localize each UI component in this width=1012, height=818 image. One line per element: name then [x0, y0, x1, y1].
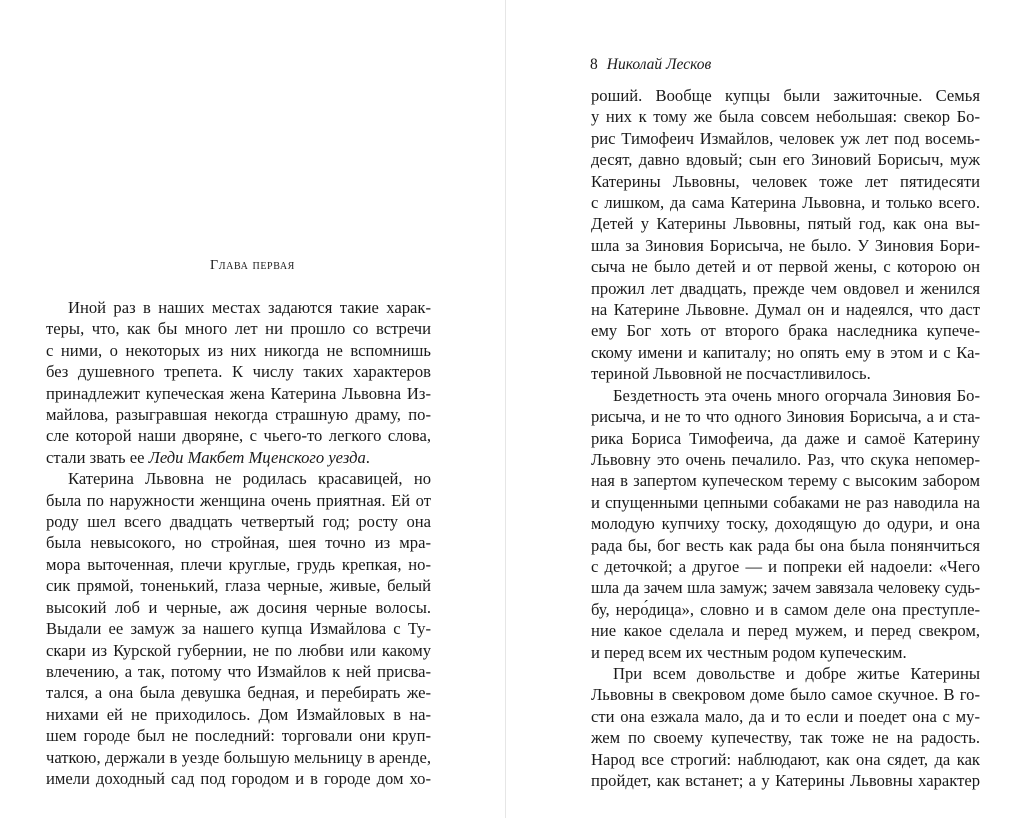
- text-line: скому имени и капиталу; но опять ему в этом и с Ка-: [591, 342, 980, 362]
- text-line: тался, а она была девушка бедная, и перебирать же-: [46, 683, 431, 703]
- text-line: ная в запертом купеческом терему с высоким забором: [591, 471, 980, 491]
- text-segment: стали звать ее: [46, 447, 149, 467]
- text-line: [46, 447, 431, 468]
- text-line: имели доходный сад под городом и в городе дом хо-: [46, 768, 431, 788]
- text-line: мора выточенная, плечи круглые, грудь крепкая, но-: [46, 554, 431, 574]
- text-line: рада бы, бог весть как рада бы она была понянчиться: [591, 535, 980, 555]
- paragraph: [46, 468, 431, 789]
- text-line: была по наружности женщина очень приятная. Ей от: [46, 490, 431, 510]
- text-line: была невысокого, но стройная, шея точно из мра-: [46, 533, 431, 553]
- text-line: ние какое сделала и перед мужем, и перед свекром,: [591, 621, 980, 641]
- text-line: высокий лоб и черные, аж досиня черные волосы.: [46, 597, 431, 617]
- text-line: прожил лет двадцать, прежде чем овдовел и женился: [591, 278, 980, 298]
- text-line: с деточкой; а другое — и попреки ей надоели: «Чего: [591, 556, 980, 576]
- text-line: рисыча, и не то что одного Зиновия Борисыча, а и ста-: [591, 407, 980, 427]
- text-segment: .: [365, 447, 370, 467]
- text-line: Львовну это очень печалило. Раз, что скука непомер-: [591, 449, 980, 469]
- text-line: без душевного трепета. К числу таких характеров: [46, 362, 431, 382]
- right-page-text: [591, 85, 980, 791]
- text-line: бу, неро́дица», словно и в самом деле она преступле-: [591, 599, 980, 619]
- paragraph: [591, 663, 980, 791]
- text-line: Катерины Львовны, человек тоже лет пятидесяти: [591, 171, 980, 191]
- text-line: сле которой наши дворяне, с чьего-то легкого слова,: [46, 426, 431, 446]
- text-line: сти она езжала мало, да и то если и поедет она с му-: [591, 706, 980, 726]
- text-line: Бездетность эта очень много огорчала Зиновия Бо-: [613, 385, 980, 405]
- text-line: рис Тимофеич Измайлов, человек уж лет под восемь-: [591, 128, 980, 148]
- text-line: жем по своему купечеству, так тоже не на радость.: [591, 728, 980, 748]
- text-line: Львовны в свекровом доме было самое скучное. В го-: [591, 685, 980, 705]
- left-page-text: [46, 297, 431, 789]
- text-line: При всем довольстве и добре житье Катерины: [613, 663, 980, 683]
- text-line: сик прямой, тоненький, глаза черные, живые, белый: [46, 576, 431, 596]
- text-line: с ними, о некоторых из них никогда не вспомнишь: [46, 340, 431, 360]
- text-line: и спущенными цепными собаками не раз наводила на: [591, 492, 980, 512]
- text-line: с лишком, да сама Катерина Львовна, и только всего.: [591, 193, 980, 213]
- italic-title: Леди Макбет Мценского уезда: [148, 447, 366, 467]
- text-line: Выдали ее замуж за нашего купца Измайлова с Ту-: [46, 619, 431, 639]
- text-line: рика Бориса Тимофеича, да даже и самоё Катерину: [591, 428, 980, 448]
- running-head: [590, 56, 711, 74]
- text-line: шем городе был не последний: торговали они круп-: [46, 726, 431, 746]
- text-line: на Катерине Львовне. Думал он и надеялся, что даст: [591, 300, 980, 320]
- text-line: Катерина Львовна не родилась красавицей, но: [68, 469, 431, 489]
- text-line: Народ все строгий: наблюдают, как она сядет, да как: [591, 749, 980, 769]
- text-line: Детей у Катерины Львовны, пятый год, как она вы-: [591, 214, 980, 234]
- text-line: роший. Вообще купцы были зажиточные. Семья: [591, 86, 980, 105]
- text-line: сыча не было детей и от первой жены, с которою он: [591, 257, 980, 277]
- text-line: десят, давно вдовый; сын его Зиновий Борисыч, муж: [591, 150, 980, 170]
- text-line: и перед всем их честным родом купеческим.: [591, 642, 907, 662]
- text-line: роду шел всего двадцать четвертый год; росту она: [46, 512, 431, 532]
- text-line: териной Львовной не посчастливилось.: [591, 364, 871, 384]
- left-page: [0, 0, 505, 818]
- text-line: молодую купчиху тоску, доходящую до одури, и она: [591, 514, 980, 534]
- paragraph: [46, 297, 431, 468]
- text-line: пройдет, как встанет; а у Катерины Львовны характер: [591, 771, 980, 790]
- text-line: скари из Курской губернии, не по любви или какому: [46, 640, 431, 660]
- text-line: ему Бог хоть от второго брака наследника купече-: [591, 321, 980, 341]
- text-line: шла за Зиновия Борисыча, не было. У Зиновия Бори-: [591, 235, 980, 255]
- text-line: влечению, а так, потому что Измайлов к ней присва-: [46, 661, 431, 681]
- text-line: теры, что, как бы много лет ни прошло со встречи: [46, 319, 431, 339]
- text-line: чаткою, держали в уезде большую мельницу в аренде,: [46, 747, 431, 767]
- running-head-author: Николай Лесков: [606, 56, 712, 73]
- page-number: 8: [590, 56, 598, 73]
- right-page: [506, 0, 1012, 818]
- chapter-title: Глава первая: [210, 258, 295, 273]
- text-line: майлова, разыгравшая некогда страшную драму, по-: [46, 405, 431, 425]
- text-line: шла да зачем шла замуж; зачем завязала человеку судь-: [591, 578, 980, 598]
- text-line: у них к тому же была совсем небольшая: свекор Бо-: [591, 107, 980, 127]
- text-line: принадлежит купеческая жена Катерина Львовна Из-: [46, 383, 431, 403]
- paragraph: [591, 85, 980, 385]
- text-line: нихами ей не приходилось. Дом Измайловых в на-: [46, 704, 431, 724]
- paragraph: [591, 385, 980, 663]
- text-line: Иной раз в наших местах задаются такие харак-: [68, 298, 431, 317]
